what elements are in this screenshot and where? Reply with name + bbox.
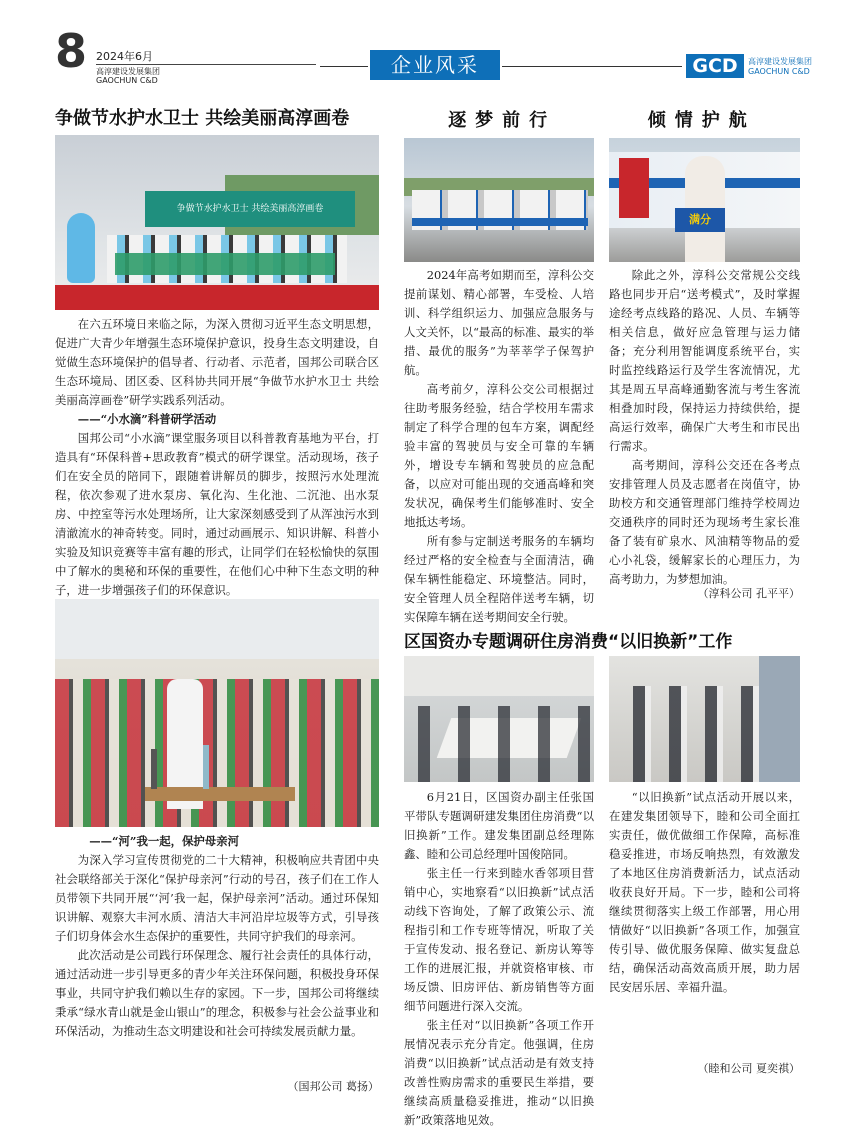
article1-body-bottom — [55, 832, 379, 1041]
article1-photo-ceremony — [55, 135, 379, 310]
article2-para-3: 所有参与定制送考服务的车辆均经过严格的安全检查与全面清洁，确保车辆性能稳定、环境整洁。同时，安全管理人员全程陪伴送考车辆，切实保障车辆在送考期间安全行驶。 — [404, 534, 594, 624]
building-background — [55, 599, 379, 659]
logo-text — [748, 57, 812, 77]
group-name-cn: 高淳建设发展集团 — [96, 67, 160, 76]
article2-para-2: 高考前夕，淳科公交公司根据过往助考服务经验，结合学校用车需求制定了科学合理的包车方案，调配经验丰富的驾驶员与安全可靠的车辆外，增设专车辆和驾驶员的应急配备，以应对可能出现的交通高峰和突发状况，确保考生们能够准时、安全地抵达考场。 — [404, 382, 594, 529]
article3-signature: （睦和公司 夏奕祺） — [697, 1062, 800, 1075]
display-board — [759, 656, 800, 782]
section-title: 企业风采 — [370, 50, 500, 80]
group-name — [96, 67, 160, 85]
article3-para-3: 张主任对“以旧换新”各项工作开展情况表示充分肯定。他强调，住房消费“以旧换新”试点活动是有效支持改善性购房需求的重要民生举措，要继续高质量稳妥推进，推动“以旧换新”政策落地见效。 — [404, 1018, 594, 1127]
logo-text-en: GAOCHUN C&D — [748, 67, 810, 76]
red-carpet — [55, 285, 379, 310]
article1-title: 争做节水护水卫士 共绘美丽高淳画卷 — [55, 108, 350, 129]
test-tube-2 — [203, 745, 209, 789]
experiment-table — [145, 787, 295, 801]
article1-para-3: 为深入学习宣传贯彻党的二十大精神，积极响应共青团中央社会联络部关于深化“保护母亲河”行动的号召，孩子们在工作人员带领下共同开展“‘河’我一起，保护母亲河”活动。通过环保知识讲解、观察大丰河水质、清洁大丰河沿岸垃圾等方式，引导孩子们切身体会水生态保护的重要性，共同守护我们的母亲河。 — [55, 853, 379, 943]
article2-title: 逐梦前行 倾情护航 — [448, 110, 756, 131]
article1-signature: （国邦公司 葛扬） — [287, 1080, 379, 1093]
group-name-en: GAOCHUN C&D — [96, 76, 158, 85]
bus-red-ad — [619, 158, 649, 218]
article2-para-1: 2024年高考如期而至，淳科公交提前谋划、精心部署，车受检、人培训、科学组织运力、加强应急服务与人文关怀，以“最高的标准、最实的举措、最优的服务”为莘莘学子保驾护航。 — [404, 268, 594, 377]
article1-subheading-1: ——“小水滴”科普研学活动 — [77, 412, 217, 426]
water-drop-mascot — [67, 213, 95, 283]
article2-body-col2 — [609, 266, 800, 589]
article3-body-col1 — [404, 788, 594, 1130]
gcd-logo: GCD — [686, 54, 744, 78]
issue-date: 2024年6月 — [96, 50, 153, 63]
children-banner — [115, 253, 335, 275]
event-banner: 争做节水护水卫士 共绘美丽高淳画卷 — [145, 191, 355, 227]
visiting-group — [623, 686, 763, 782]
article2-photo-volunteer — [609, 138, 800, 262]
meeting-attendees — [404, 706, 594, 782]
score-sign: 满分 — [675, 208, 725, 232]
article2-para-5: 高考期间，淳科公交还在各考点安排管理人员及志愿者在岗值守，协助校方和交通管理部门维持学校周边交通秩序的同时还为现场考生家长准备了装有矿泉水、风油精等物品的爱心小礼袋，缓解家长的心理压力，为高考助力，为梦想加油。 — [609, 458, 800, 586]
article3-body-col2 — [609, 788, 800, 997]
header-rule-left — [320, 66, 368, 67]
article3-title: 区国资办专题调研住房消费“以旧换新”工作 — [404, 632, 733, 652]
article3-para-4: “以旧换新”试点活动开展以来，在建发集团领导下，睦和公司全面扛实责任，做优做细工作保障，高标准稳妥推进，市场反响热烈，有效激发了本地区住房消费新活力，试点活动收获良好开局。下一步，睦和公司将继续贯彻落实上级工作部署，用心用情做好“以旧换新”各项工作，加强宣传引导、做优服务保障、做实复盘总结，确保活动高效高质开展，助力居民安居乐居、幸福升温。 — [609, 790, 800, 994]
article1-subheading-2: ——“河”我一起，保护母亲河 — [89, 834, 239, 848]
article1-para-2: 国邦公司“小水滴”课堂服务项目以科普教育基地为平台，打造具有“环保科普+思政教育”模式的研学课堂。活动现场，孩子们在安全员的陪同下，跟随着讲解员的脚步，按照污水处理流程，依次参观了进水泵房、氧化沟、生化池、二沉池、出水泵房、中控室等污水处理场所，让大家深刻感受到了从浑浊污水到清澈流水的神奇转变。同时，通过动画展示、知识讲解、科普小实验及知识竞赛等丰富有趣的形式，让同学们在轻松愉快的氛围中了解水的奥秘和环保的重要性，在他们心中种下生态文明的种子，进一步增强孩子们的环保意识。 — [55, 431, 379, 597]
article1-photo-experiment — [55, 599, 379, 827]
article2-photo-buses — [404, 138, 594, 262]
article3-para-2: 张主任一行来到睦水香邻项目营销中心，实地察看“以旧换新”试点活动线下咨询处，了解了政策公示、流程指引和工作专班等情况，听取了关于宣传发动、报名登记、新房认筹等工作的进展汇报，并就资格审核、市场反馈、旧房评估、新房销售等方面细节问题进行深入交流。 — [404, 866, 594, 1013]
article2-para-4: 除此之外，淳科公交常规公交线路也同步开启“送考模式”，及时掌握途经考点线路的路况、人员、车辆等相关信息，做好应急管理与运力储备；充分利用智能调度系统平台，实时监控线路运行及学生客流情况，尤其是周五早高峰通勤客流与考生客流相叠加时段，保持运力持续供给，提高运行效率，确保广大考生和市民出行需求。 — [609, 268, 800, 453]
page-number: 8 — [55, 24, 88, 78]
header-rule-right — [502, 66, 682, 67]
students-crowd — [55, 679, 379, 827]
article1-body-top — [55, 315, 379, 600]
logo-text-cn: 高淳建设发展集团 — [748, 57, 812, 66]
bus-stripe — [412, 218, 588, 226]
article1-para-4: 此次活动是公司践行环保理念、履行社会责任的具体行动，通过活动进一步引导更多的青少年关注环保问题，积极投身环保事业，共同守护我们赖以生存的家园。下一步，国邦公司将继续秉承“绿水青山就是金山银山”的理念，积极参与社会公益事业和环保活动，为推动生态文明建设和社会可持续发展贡献力量。 — [55, 948, 379, 1038]
article2-signature: （淳科公司 孔平平） — [697, 587, 800, 600]
meeting-room-wall — [404, 656, 594, 696]
article3-para-1: 6月21日，区国资办副主任张国平带队专题调研建发集团住房消费“以旧换新”工作。建发集团副总经理陈鑫、睦和公司总经理叶国俊陪同。 — [404, 790, 594, 861]
article2-body-col1 — [404, 266, 594, 627]
article1-para-1: 在六五环境日来临之际，为深入贯彻习近平生态文明思想，促进广大青少年增强生态环境保护意识，投身生态文明建设，自觉做生态环境保护的倡导者、行动者、示范者，国邦公司联合区生态环境局、团区委、区科协共同开展“争做节水护水卫士 共绘美丽高淳画卷”研学实践系列活动。 — [55, 317, 379, 407]
header-divider — [96, 64, 316, 65]
article3-photo-meeting — [404, 656, 594, 782]
test-tube-1 — [151, 749, 157, 789]
article3-photo-visit — [609, 656, 800, 782]
